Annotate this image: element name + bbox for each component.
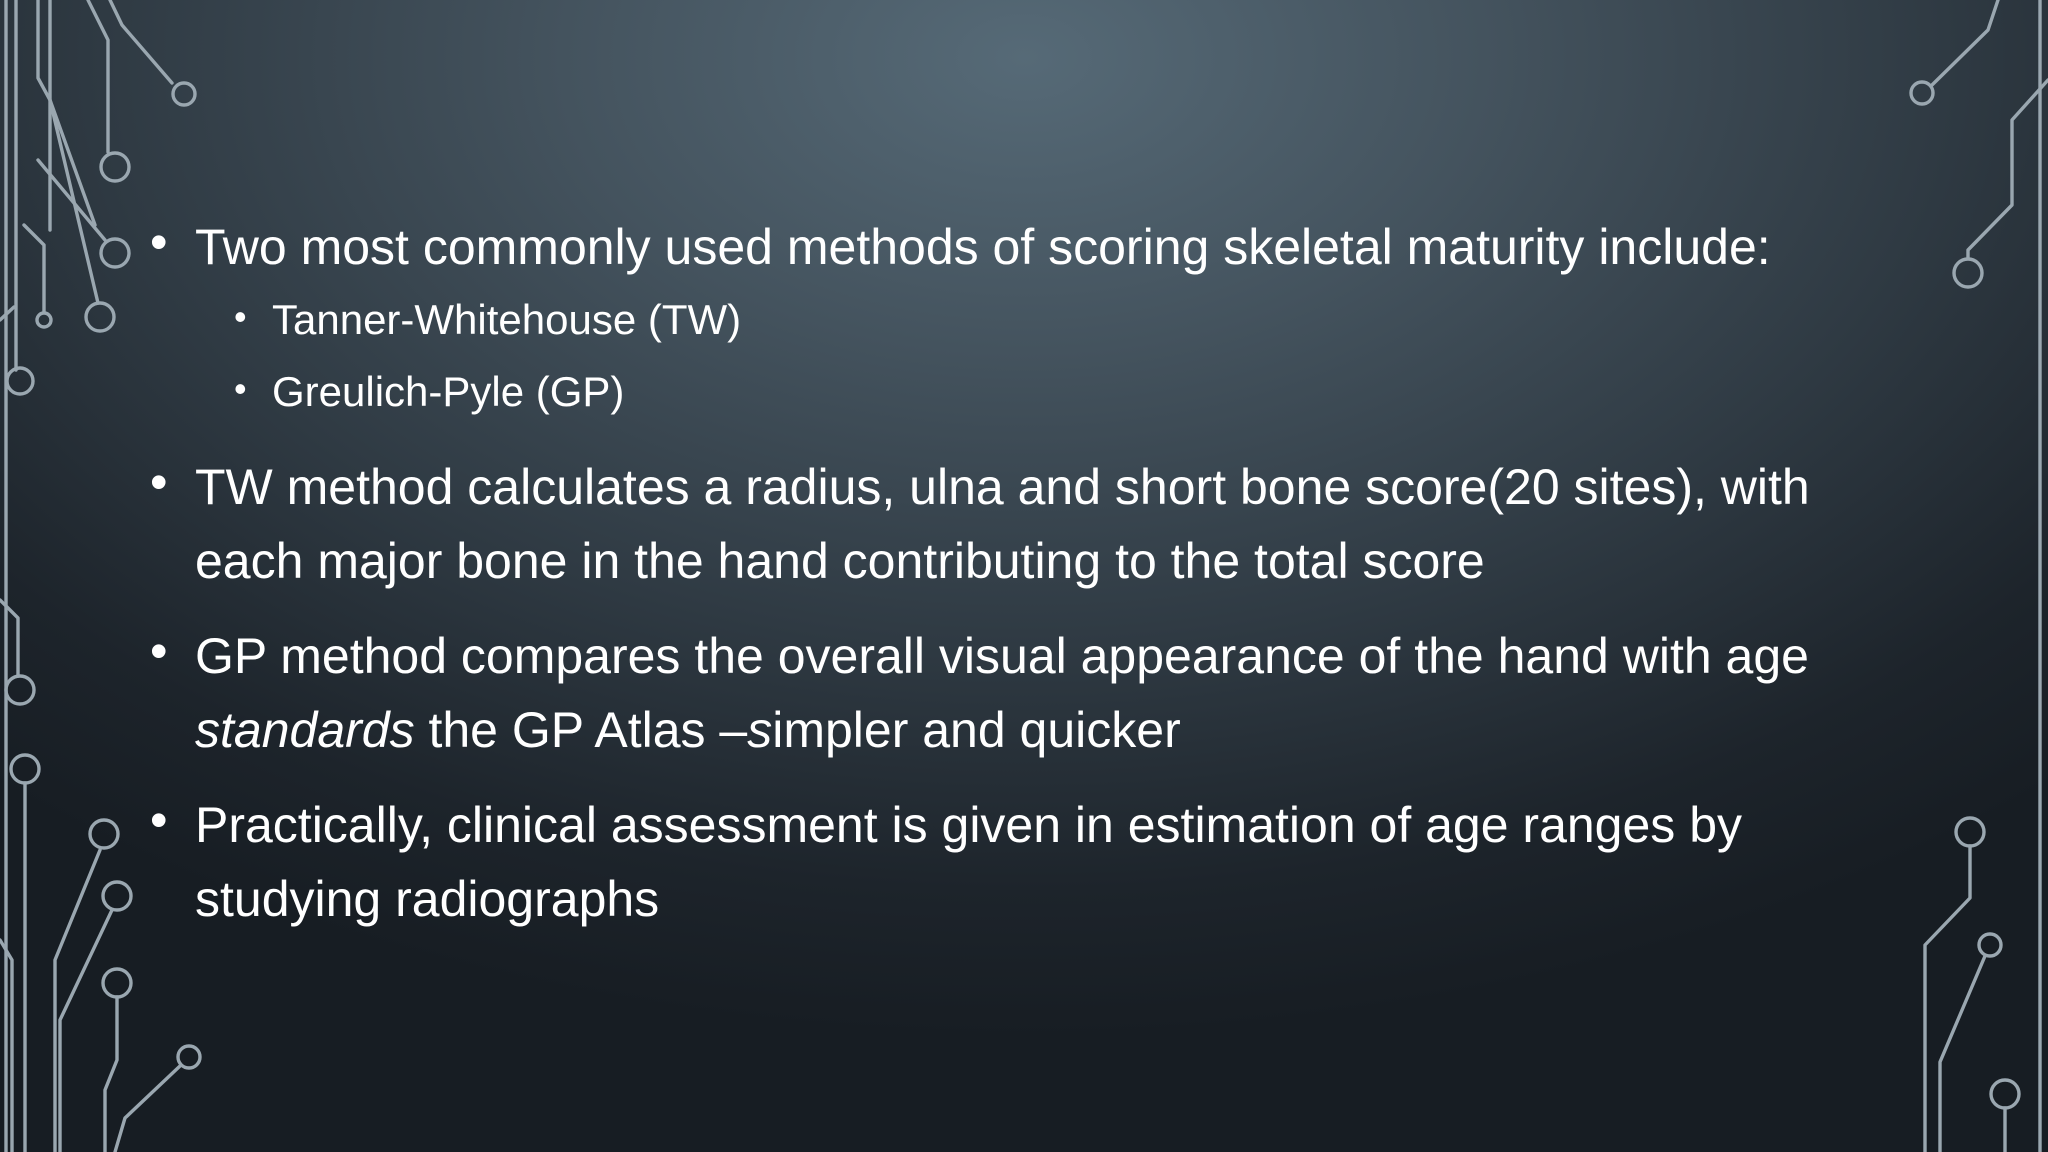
sub-bullet-dot-icon: • bbox=[234, 296, 247, 337]
bullet-scoring-methods bbox=[150, 210, 1910, 284]
bullet-line-2: studying radiographs bbox=[195, 871, 660, 927]
sub-bullet-text: Tanner-Whitehouse (TW) bbox=[272, 296, 742, 343]
bullet-text: Two most commonly used methods of scoring skeletal maturity include: bbox=[195, 219, 1771, 275]
bullet-dot-icon: • bbox=[150, 623, 168, 679]
emphasis-s: s bbox=[747, 702, 773, 758]
emphasis-standards: standards bbox=[195, 702, 415, 758]
bullet-dot-icon: • bbox=[150, 214, 168, 270]
slide-content bbox=[150, 210, 1910, 936]
sub-bullet-gp bbox=[150, 356, 1910, 428]
sub-bullet-dot-icon: • bbox=[234, 368, 247, 409]
sub-bullet-tw bbox=[150, 284, 1910, 356]
bullet-line-1: TW method calculates a radius, ulna and short bone score(20 sites), with bbox=[195, 459, 1810, 515]
bullet-dot-icon: • bbox=[150, 454, 168, 510]
bullet-tw-method bbox=[150, 450, 1910, 598]
bullet-line-1: Practically, clinical assessment is given in estimation of age ranges by bbox=[195, 797, 1742, 853]
sub-bullet-text: Greulich-Pyle (GP) bbox=[272, 368, 625, 415]
circuit-trace-right-icon bbox=[1911, 0, 2048, 1152]
bullet-line-2-rest: impler and quicker bbox=[772, 702, 1181, 758]
bullet-line-2-plain: the GP Atlas – bbox=[414, 702, 748, 758]
bullet-practical-assessment bbox=[150, 788, 1910, 936]
bullet-line-1: GP method compares the overall visual appearance of the hand with age bbox=[195, 628, 1809, 684]
bullet-line-2: each major bone in the hand contributing to the total score bbox=[195, 533, 1485, 589]
bullet-dot-icon: • bbox=[150, 792, 168, 848]
bullet-gp-method bbox=[150, 619, 1910, 767]
